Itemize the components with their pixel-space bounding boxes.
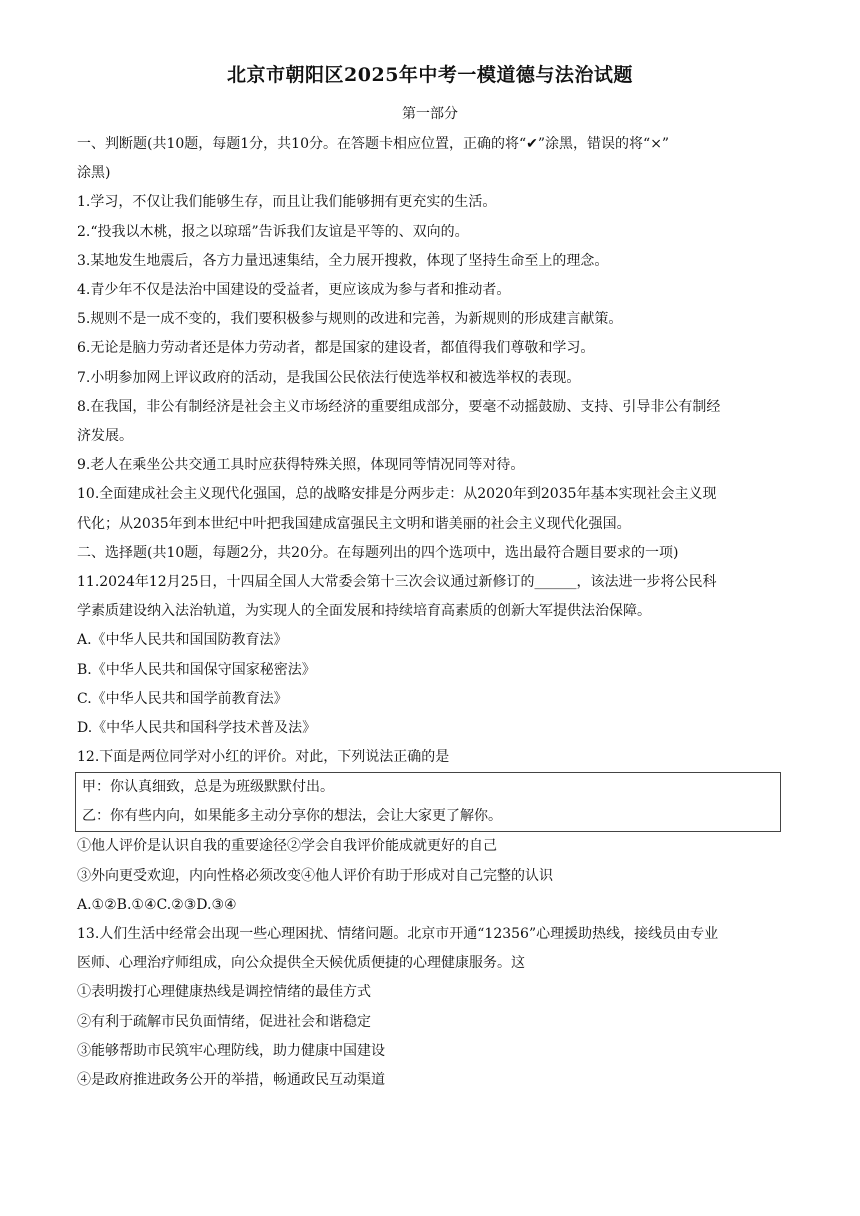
tf-item-3: 3.某地发生地震后，各方力量迅速集结，全力展开搜救，体现了坚持生命至上的理念。 — [77, 252, 609, 269]
q11-stem-cont: 学素质建设纳入法治轨道，为实现人的全面发展和持续培育高素质的创新大军提供法治保障。 — [77, 603, 651, 620]
tf-item-1: 1.学习，不仅让我们能够生存，而且让我们能够拥有更充实的生活。 — [77, 194, 497, 211]
q13-statement-4: ④是政府推进政务公开的举措，畅通政民互动渠道 — [77, 1072, 385, 1089]
q13-statement-2: ②有利于疏解市民负面情绪，促进社会和谐稳定 — [77, 1013, 371, 1030]
exam-content — [77, 130, 783, 1095]
q11-option-d: D.《中华人民共和国科学技术普及法》 — [77, 720, 317, 737]
q11-stem: 11.2024年12月25日，十四届全国人大常委会第十三次会议通过新修订的______，该法进一步将公民科 — [77, 574, 717, 591]
q12-quote-box — [75, 772, 781, 832]
tf-item-6: 6.无论是脑力劳动者还是体力劳动者，都是国家的建设者，都值得我们尊敬和学习。 — [77, 340, 595, 357]
q12-stem: 12.下面是两位同学对小红的评价。对此，下列说法正确的是 — [77, 749, 450, 766]
section1-header-cont: 涂黑) — [77, 165, 111, 182]
tf-item-9: 9.老人在乘坐公共交通工具时应获得特殊关照，体现同等情况同等对待。 — [77, 457, 525, 474]
q12-statements-1: ①他人评价是认识自我的重要途径②学会自我评价能成就更好的自己 — [77, 838, 497, 855]
section1-header: 一、判断题(共10题，每题1分，共10分。在答题卡相应位置，正确的将“✔”涂黑，错误的将“×” — [77, 136, 670, 152]
q13-statement-1: ①表明拨打心理健康热线是调控情绪的最佳方式 — [77, 984, 371, 1001]
q11-option-c: C.《中华人民共和国学前教育法》 — [77, 690, 288, 707]
tf-item-2: 2.“投我以木桃，报之以琼瑶”告诉我们友谊是平等的、双向的。 — [77, 223, 469, 240]
tf-item-10: 10.全面建成社会主义现代化强国，总的战略安排是分两步走：从2020年到2035年基本实现社会主义现 — [77, 486, 717, 503]
q13-stem: 13.人们生活中经常会出现一些心理困扰、情绪问题。北京市开通“12356”心理援助热线，接线员由专业 — [77, 926, 719, 943]
q11-option-b: B.《中华人民共和国保守国家秘密法》 — [77, 661, 316, 678]
tf-item-10-cont: 代化；从2035年到本世纪中叶把我国建成富强民主文明和谐美丽的社会主义现代化强国。 — [77, 515, 631, 532]
section2-header: 二、选择题(共10题，每题2分，共20分。在每题列出的四个选项中，选出最符合题目要求的一项) — [77, 544, 679, 561]
page-title: 北京市朝阳区2025年中考一模道德与法治试题 — [227, 64, 633, 86]
q11-option-a: A.《中华人民共和国国防教育法》 — [77, 632, 288, 649]
tf-item-7: 7.小明参加网上评议政府的活动，是我国公民依法行使选举权和被选举权的表现。 — [77, 369, 581, 386]
part-heading: 第一部分 — [402, 106, 458, 122]
q12-box-line-1: 甲：你认真细致，总是为班级默默付出。 — [82, 779, 334, 796]
q12-options: A.①②B.①④C.②③D.③④ — [77, 896, 237, 913]
tf-item-5: 5.规则不是一成不变的，我们要积极参与规则的改进和完善，为新规则的形成建言献策。 — [77, 311, 623, 328]
q12-statements-2: ③外向更受欢迎，内向性格必须改变④他人评价有助于形成对自己完整的认识 — [77, 867, 553, 884]
q13-stem-cont: 医师、心理治疗师组成，向公众提供全天候优质便捷的心理健康服务。这 — [77, 955, 525, 972]
tf-item-8: 8.在我国，非公有制经济是社会主义市场经济的重要组成部分，要毫不动摇鼓励、支持、引导非公有制经 — [77, 398, 721, 415]
q13-statement-3: ③能够帮助市民筑牢心理防线，助力健康中国建设 — [77, 1042, 385, 1059]
tf-item-4: 4.青少年不仅是法治中国建设的受益者，更应该成为参与者和推动者。 — [77, 282, 511, 299]
q12-box-line-2: 乙：你有些内向，如果能多主动分享你的想法，会让大家更了解你。 — [82, 808, 502, 825]
tf-item-8-cont: 济发展。 — [77, 428, 133, 445]
